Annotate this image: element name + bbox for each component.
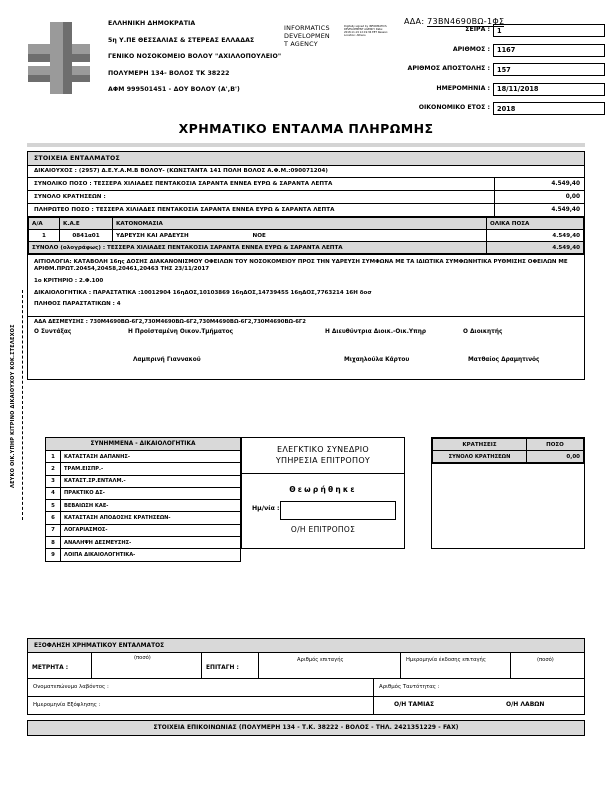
list-item <box>46 463 240 475</box>
col-kae: Κ.Α.Ε <box>60 218 113 230</box>
signature-role-finance-head: Η Προϊσταμένη Οικον.Τμήματος <box>128 329 234 336</box>
audit-stamp-text: Θεωρήθηκε <box>289 485 357 494</box>
signature-role-compiler: Ο Συντάξας <box>34 329 72 336</box>
header-field-number <box>360 44 608 64</box>
cheque-amount-hint: (ποσό) <box>537 657 554 663</box>
list-item <box>46 451 240 463</box>
org-line-republic: ΕΛΛΗΝΙΚΗ ΔΗΜΟΚΡΑΤΙΑ <box>108 20 196 27</box>
attachment-index: 9 <box>46 549 61 560</box>
warrant-details-panel <box>27 151 585 380</box>
cell-name <box>113 230 487 242</box>
date-value[interactable]: 18/11/2018 <box>493 83 605 96</box>
settlement-payment-row <box>28 653 584 679</box>
deductions-total-value: 0,00 <box>565 193 580 200</box>
audit-date-field[interactable] <box>280 501 396 520</box>
note-reason: ΑΙΤΙΟΛΟΓΙΑ: ΚΑΤΑΒΟΛΗ 16ης ΔΟΣΗΣ ΔΙΑΚΑΝΟΝΙΣΜΟΥ ΟΦΕΙΛΩΝ ΤΟΥ ΝΟΣΟΚΟΜΕΙΟΥ ΠΡΟΣ ΤΗΝ ΥΔΡΕΥΣΗ ΣΥΜΦΩΝΑ ΜΕ ΤΑ ΙΔΙΩΤΙΚΑ ΣΥΜΦΩΝΗΤΙΚΑ ΡΥΘΜΙΣΗΣ ΟΦΕΙΛΩΝ ΜΕ ΑΡΙΘΜ.ΠΡΩΤ.20454,20458,20461,20463 ΤΗΣ 23/11/2017 <box>34 259 568 273</box>
fiscal-year-label: ΟΙΚΟΝΟΜΙΚΟ ΕΤΟΣ : <box>418 104 490 111</box>
attachments-title: ΣΥΝΗΜΜΕΝΑ - ΔΙΚΑΙΟΛΟΓΗΤΙΚΑ <box>46 438 240 451</box>
ida-line-1: INFORMATICS <box>284 24 330 32</box>
title-divider <box>27 143 585 147</box>
col-total: ΟΛΙΚΑ ΠΟΣΑ <box>487 218 584 230</box>
attachment-label: ΛΟΓΑΡΙΑΣΜΟΣ- <box>64 527 108 534</box>
attachment-index: 5 <box>46 500 61 511</box>
greek-cross-emblem-icon <box>28 22 90 94</box>
attachment-label: ΚΑΤΑΣΤΑΣΗ ΑΠΟΔΟΣΗΣ ΚΡΑΤΗΣΕΩΝ- <box>64 515 171 522</box>
ida-line-3: T AGENCY <box>284 40 318 48</box>
attachment-index: 6 <box>46 512 61 523</box>
deductions-total-cell <box>494 191 584 203</box>
fold-dash-line <box>22 290 23 520</box>
number-label: ΑΡΙΘΜΟΣ : <box>452 45 490 53</box>
signature-role-director: Η Διευθύντρια Διοικ.-Οικ.Υπηρ <box>325 329 426 336</box>
id-number-label: Αριθμός Ταυτότητας : <box>379 684 440 690</box>
settlement-signers-cell <box>373 697 584 714</box>
payable-amount-value: 4.549,40 <box>551 206 580 213</box>
list-item <box>46 488 240 500</box>
audit-date-label: Ημ/νία : <box>252 505 280 512</box>
attachment-index: 8 <box>46 537 61 548</box>
cheque-amount-cell[interactable] <box>510 653 584 678</box>
deductions-panel <box>431 437 585 464</box>
col-name: ΚΑΤΟΝΟΜΑΣΙΑ <box>113 218 487 230</box>
payable-amount-cell <box>494 204 584 216</box>
payable-amount-row <box>28 204 584 217</box>
cheque-number-cell[interactable] <box>258 653 400 678</box>
signature-role-governor: Ο Διοικητής <box>463 329 503 336</box>
header-field-series <box>360 24 608 44</box>
receiver-name-label: Ονοματεπώνυμο λαβόντος : <box>33 684 109 690</box>
deductions-col-amount: ΠΟΣΟ <box>527 439 584 451</box>
cashier-label: Ο/Η ΤΑΜΙΑΣ <box>394 701 435 708</box>
header-field-dispatch-number <box>360 63 608 83</box>
cell-name-month: ΝΟΕ <box>252 232 266 239</box>
list-item <box>46 476 240 488</box>
attachment-label: ΑΝΑΛΗΨΗ ΔΕΣΜΕΥΣΗΣ- <box>64 539 132 546</box>
list-item <box>46 512 240 524</box>
table-row <box>29 230 584 242</box>
cheque-date-cell[interactable] <box>400 653 510 678</box>
cheque-date-hint: Ημερομηνία έκδοσης επιταγής <box>406 657 486 663</box>
id-number-cell[interactable] <box>373 679 584 696</box>
ida-signature-stamp <box>284 24 344 48</box>
list-item <box>46 525 240 537</box>
attachment-label: ΚΑΤΑΣΤ.ΣΡ.ΕΝΤΑΛΜ.- <box>64 478 126 485</box>
settlement-title: ΕΞΟΦΛΗΣΗ ΧΡΗΜΑΤΙΚΟΥ ΕΝΤΑΛΜΑΤΟΣ <box>28 639 584 653</box>
kae-table-header-row <box>29 218 584 230</box>
header-field-date <box>360 83 608 103</box>
deductions-total-row-label: ΣΥΝΟΛΟ ΚΡΑΤΗΣΕΩΝ <box>433 451 527 463</box>
attachment-label: ΛΟΙΠΑ ΔΙΚΑΙΟΛΟΓΗΤΙΚΑ- <box>64 551 136 558</box>
attachment-label: ΤΡΑΜ.ΕΙΣΠΡ.- <box>64 465 104 472</box>
kae-table <box>28 217 584 254</box>
cash-amount-hint: (ποσό) <box>134 655 151 661</box>
note-documents-count: ΠΛΗΘΟΣ ΠΑΡΑΣΤΑΤΙΚΩΝ : 4 <box>34 301 121 308</box>
dispatch-number-value[interactable]: 157 <box>493 63 605 76</box>
signature-name-finance-head: Λαμπρινή Γιαννακού <box>133 357 201 364</box>
audit-court-panel <box>241 437 405 549</box>
signature-names-row <box>28 357 584 369</box>
cash-label: ΜΕΤΡΗΤΑ : <box>32 665 69 671</box>
beneficiary-text: ΔΙΚΑΙΟΥΧΟΣ : (2957) Δ.Ε.Υ.Α.Μ.Β ΒΟΛΟΥ- (ΚΩΝΣΤΑΝΤΑ 141 ΠΟΛΗ ΒΟΛΟΣ Α.Φ.Μ.:090071204) <box>34 168 328 174</box>
number-value[interactable]: 1167 <box>493 44 605 57</box>
audit-court-line-2: ΥΠΗΡΕΣΙΑ ΕΠΙΤΡΟΠΟΥ <box>275 456 371 465</box>
audit-court-body <box>242 474 404 534</box>
org-line-hospital: ΓΕΝΙΚΟ ΝΟΣΟΚΟΜΕΙΟ ΒΟΛΟΥ "ΑΧΙΛΛΟΠΟΥΛΕΙΟ" <box>108 53 282 60</box>
cheque-number-hint: Αριθμός επιταγής <box>297 657 344 663</box>
commitment-ada-label: ΑΔΑ ΔΕΣΜΕΥΣΗΣ : <box>34 319 88 326</box>
ada-label: ΑΔΑ: <box>404 17 425 26</box>
deductions-header-row <box>433 439 584 451</box>
commitment-ada-value: 730Μ4690ΒΩ-6Γ2,730Μ4690ΒΩ-6Γ2,730Μ4690ΒΩ-6Γ2,730Μ4690ΒΩ-6Γ2 <box>89 319 306 326</box>
page-title: ΧΡΗΜΑΤΙΚΟ ΕΝΤΑΛΜΑ ΠΛΗΡΩΜΗΣ <box>178 121 434 136</box>
org-line-health-region: 5η Υ.ΠΕ ΘΕΣΣΑΛΙΑΣ & ΣΤΕΡΕΑΣ ΕΛΛΑΔΑΣ <box>108 36 255 44</box>
commitment-ada-line <box>34 319 306 325</box>
kae-summary-amount: 4.549,40 <box>487 242 584 254</box>
attachment-label: ΒΕΒΑΙΩΣΗ ΚΑΕ- <box>64 502 109 509</box>
org-line-address: ΠΟΛΥΜΕΡΗ 134- ΒΟΛΟΣ ΤΚ 38222 <box>108 69 230 77</box>
ida-line-2: DEVELOPMEN <box>284 32 330 40</box>
settlement-receiver-row <box>28 679 584 697</box>
date-label: ΗΜΕΡΟΜΗΝΙΑ : <box>436 84 490 92</box>
payable-amount-label: ΠΛΗΡΩΤΕΟ ΠΟΣΟ : ΤΕΣΣΕΡΑ ΧΙΛΙΑΔΕΣ ΠΕΝΤΑΚΟΣΙΑ ΣΑΡΑΝΤΑ ΕΝΝΕΑ ΕΥΡΩ & ΣΑΡΑΝΤΑ ΛΕΠΤΑ <box>34 206 335 213</box>
ada-code: 73ΒΝ4690ΒΩ-1ΦΣ <box>427 17 505 26</box>
receiver-signature-label: Ο/Η ΛΑΒΩΝ <box>506 701 545 708</box>
col-aa: Α/Α <box>29 218 60 230</box>
contact-footer: ΣΤΟΙΧΕΙΑ ΕΠΙΚΟΙΝΩΝΙΑΣ (ΠΟΛΥΜΕΡΗ 134 - Τ.Κ. 38222 - ΒΟΛΟΣ - ΤΗΛ. 2421351229 - FAX) <box>27 720 585 736</box>
deductions-total-label: ΣΥΝΟΛΟ ΚΡΑΤΗΣΕΩΝ : <box>34 193 106 200</box>
audit-signer-label: Ο/Η ΕΠΙΤΡΟΠΟΣ <box>290 525 356 534</box>
deductions-total-row-value: 0,00 <box>527 451 584 463</box>
beneficiary-row <box>28 166 584 178</box>
signature-roles-row <box>28 329 584 341</box>
list-item <box>46 500 240 512</box>
settlement-panel <box>27 638 585 715</box>
total-amount-label: ΣΥΝΟΛΙΚΟ ΠΟΣΟ : ΤΕΣΣΕΡΑ ΧΙΛΙΑΔΕΣ ΠΕΝΤΑΚΟΣΙΑ ΣΑΡΑΝΤΑ ΕΝΝΕΑ ΕΥΡΩ & ΣΑΡΑΝΤΑ ΛΕΠΤΑ <box>34 180 333 187</box>
total-amount-value: 4.549,40 <box>551 180 580 187</box>
deductions-col-name: ΚΡΑΤΗΣΕΙΣ <box>433 439 527 451</box>
cheque-label-cell <box>201 653 258 678</box>
cell-total: 4.549,40 <box>487 230 584 242</box>
attachment-index: 7 <box>46 525 61 536</box>
payoff-date-label: Ημερομηνία Εξόφλησης : <box>33 702 101 708</box>
list-item <box>46 537 240 549</box>
deductions-table <box>432 438 584 463</box>
org-line-tax: ΑΦΜ 999501451 - ΔΟΥ ΒΟΛΟΥ (Α',Β') <box>108 86 240 93</box>
kae-summary-row <box>29 242 584 254</box>
settlement-section <box>27 638 585 736</box>
series-label: ΣΕΙΡΑ : <box>465 26 490 33</box>
signature-name-governor: Ματθαίος Δραμητινός <box>468 357 540 364</box>
cash-amount-cell[interactable] <box>91 653 201 678</box>
section-title-warrant: ΣΤΟΙΧΕΙΑ ΕΝΤΑΛΜΑΤΟΣ <box>28 152 584 166</box>
series-value[interactable]: 1 <box>493 24 605 37</box>
header-field-fiscal-year <box>360 102 608 122</box>
attachment-index: 1 <box>46 451 61 462</box>
deductions-empty-body <box>431 462 585 549</box>
signature-name-director: Μιχαηλούλα Κάρτου <box>344 357 410 364</box>
copy-color-note: ΛΕΥΚΟ ΟΙΚ.ΥΠΗΡ ΚΙΤΡΙΝΟ ΔΙΚΑΙΟΥΧΟΥ ΚΟΚ.ΣΤΕΛΕΧΟΣ <box>10 324 16 488</box>
dispatch-number-label: ΑΡΙΘΜΟΣ ΑΠΟΣΤΟΛΗΣ : <box>407 65 490 72</box>
note-criterion: 1ο ΚΡΙΤΗΡΙΟ : 2.Φ.100 <box>34 277 104 284</box>
settlement-date-row <box>28 697 584 714</box>
cell-name-text: ΥΔΡΕΥΣΗ ΚΑΙ ΑΡΔΕΥΣΗ <box>116 232 189 239</box>
total-amount-cell <box>494 178 584 190</box>
list-item <box>46 549 240 560</box>
cash-label-cell <box>28 653 91 678</box>
attachment-index: 2 <box>46 463 61 474</box>
kae-summary-label: ΣΥΝΟΛΟ (ολογράφως) : ΤΕΣΣΕΡΑ ΧΙΛΙΑΔΕΣ ΠΕΝΤΑΚΟΣΙΑ ΣΑΡΑΝΤΑ ΕΝΝΕΑ ΕΥΡΩ & ΣΑΡΑΝΤΑ ΛΕΠΤΑ <box>29 242 487 254</box>
attachment-index: 3 <box>46 476 61 487</box>
note-supporting-documents: ΔΙΚΑΙΟΛΟΓΗΤΙΚΑ : ΠΑΡΑΣΤΑΤΙΚΑ :10012904 16ηΔΟΣ,10103869 16ηΔΟΣ,14739455 16ηΔΟΣ,7763214 16Η δοσ <box>34 289 372 296</box>
audit-court-line-1: ΕΛΕΓΚΤΙΚΟ ΣΥΝΕΔΡΙΟ <box>277 445 369 454</box>
audit-date-group <box>252 501 394 518</box>
cell-kae: 0841α01 <box>60 230 113 242</box>
attachments-panel <box>45 437 241 562</box>
signature-block <box>28 316 584 379</box>
attachment-label: ΠΡΑΚΤΙΚΟ ΔΣ- <box>64 490 105 497</box>
header-fields <box>360 24 608 122</box>
cheque-label: ΕΠΙΤΑΓΗ : <box>206 665 239 671</box>
fiscal-year-value[interactable]: 2018 <box>493 102 605 115</box>
cell-aa: 1 <box>29 230 60 242</box>
document-header <box>0 8 612 113</box>
middle-panels <box>27 437 585 595</box>
attachment-label: ΚΑΤΑΣΤΑΣΗ ΔΑΠΑΝΗΣ- <box>64 453 130 460</box>
attachment-index: 4 <box>46 488 61 499</box>
total-amount-row <box>28 178 584 191</box>
deductions-total-row <box>28 191 584 204</box>
notes-block <box>28 254 584 316</box>
ida-signature-detail: Digitally signed by INFORMATICS DEVELOPMENT AGENCY Date: 2018.11.19 12:19:36 EET Reason: Location: Athens <box>344 25 389 38</box>
audit-court-heading <box>242 438 404 474</box>
